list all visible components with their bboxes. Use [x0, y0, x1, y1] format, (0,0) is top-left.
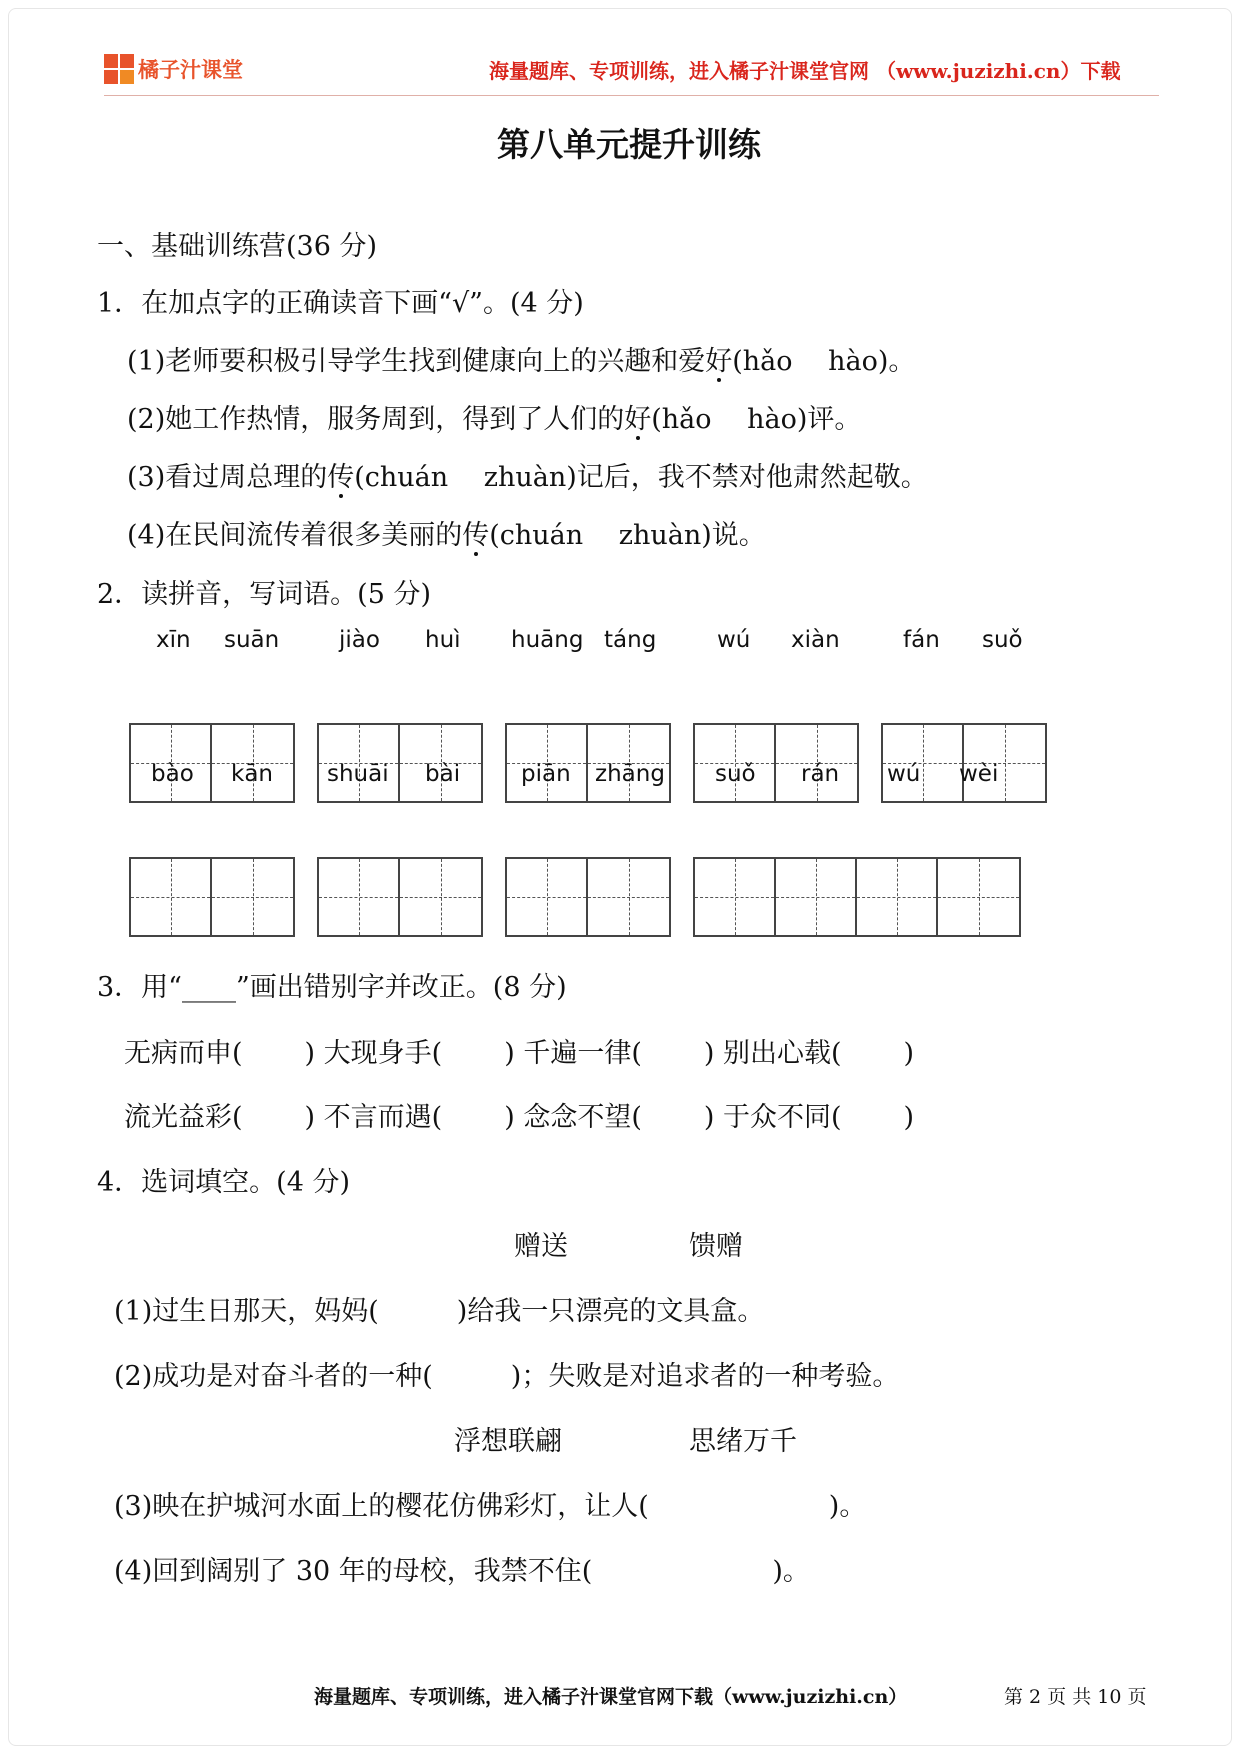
pinyin: rán — [801, 761, 840, 787]
section-heading: 一、基础训练营(36 分) — [97, 231, 378, 262]
pinyin: wú — [887, 761, 921, 787]
q4-sentence-4: (4)回到阔别了 30 年的母校，我禁不住( )。 — [114, 1556, 810, 1587]
word-option: 浮想联翩 — [454, 1426, 562, 1457]
pinyin: xiàn — [791, 627, 840, 653]
q4-sentence-1: (1)过生日那天，妈妈( )给我一只漂亮的文具盒。 — [114, 1296, 765, 1327]
pinyin: fán — [903, 627, 940, 653]
logo-icon — [104, 54, 134, 84]
q3-row-2: 流光益彩( ) 不言而遇( ) 念念不望( ) 于众不同( ) — [124, 1102, 915, 1133]
pinyin: bài — [425, 761, 461, 787]
q3-row-1: 无病而申( ) 大现身手( ) 千遍一律( ) 别出心载( ) — [124, 1038, 915, 1069]
q1-item-1: (1)老师要积极引导学生找到健康向上的兴趣和爱好(hǎo hào)。 — [127, 346, 916, 377]
pinyin: piān — [521, 761, 571, 787]
pinyin: bào — [151, 761, 194, 787]
q1-item-3: (3)看过周总理的传(chuán zhuàn)记后，我不禁对他肃然起敬。 — [127, 462, 928, 493]
pinyin: wèi — [959, 761, 999, 787]
q2-stem: 2．读拼音，写词语。(5 分) — [97, 579, 432, 610]
pinyin: zhāng — [595, 761, 665, 787]
word-option: 馈赠 — [689, 1231, 743, 1262]
document-page — [8, 8, 1232, 1746]
q4-sentence-2: (2)成功是对奋斗者的一种( )；失败是对追求者的一种考验。 — [114, 1361, 900, 1392]
writing-grid[interactable] — [129, 857, 295, 937]
footer-text: 海量题库、专项训练，进入橘子汁课堂官网下载（www.juzizhi.cn） — [314, 1686, 908, 1708]
pinyin: kān — [231, 761, 273, 787]
pinyin: shuāi — [327, 761, 389, 787]
q1-stem: 1．在加点字的正确读音下画“√”。(4 分) — [97, 288, 584, 319]
logo-text: 橘子汁课堂 — [138, 59, 243, 82]
logo — [104, 54, 243, 84]
writing-grid[interactable] — [693, 857, 1021, 937]
pinyin: táng — [604, 627, 657, 653]
page-number: 第 2 页 共 10 页 — [1004, 1686, 1147, 1708]
writing-grid[interactable] — [317, 857, 483, 937]
pinyin: wú — [717, 627, 751, 653]
writing-grid[interactable] — [505, 857, 671, 937]
header-divider — [104, 95, 1159, 96]
word-option: 赠送 — [514, 1231, 568, 1262]
pinyin: huāng — [511, 627, 584, 653]
q4-sentence-3: (3)映在护城河水面上的樱花仿佛彩灯，让人( )。 — [114, 1491, 867, 1522]
q1-item-2: (2)她工作热情，服务周到，得到了人们的好(hǎo hào)评。 — [127, 404, 862, 435]
pinyin: jiào — [339, 627, 380, 653]
pinyin: xīn — [156, 627, 191, 653]
q4-stem: 4．选词填空。(4 分) — [97, 1167, 351, 1198]
q1-item-4: (4)在民间流传着很多美丽的传(chuán zhuàn)说。 — [127, 520, 766, 551]
pinyin: suān — [224, 627, 280, 653]
page-title: 第八单元提升训练 — [497, 125, 761, 164]
pinyin: huì — [425, 627, 461, 653]
pinyin: suǒ — [715, 761, 756, 787]
pinyin: suǒ — [982, 627, 1023, 653]
word-option: 思绪万千 — [689, 1426, 797, 1457]
q3-stem: 3．用“____”画出错别字并改正。(8 分) — [97, 972, 567, 1003]
header-promo: 海量题库、专项训练，进入橘子汁课堂官网 （www.juzizhi.cn）下载 — [489, 59, 1121, 83]
